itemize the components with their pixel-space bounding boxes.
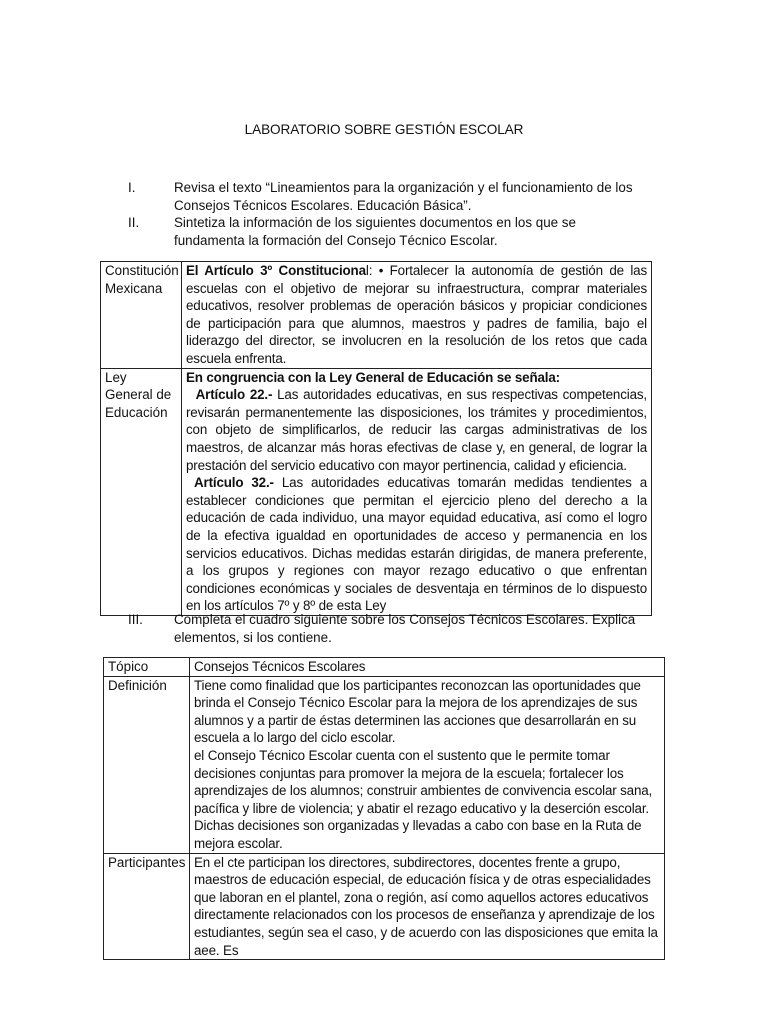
row-label: Definición — [104, 676, 190, 853]
article-text: Las autoridades educativas tomarán medidas tendientes a establecer condiciones que permitan el ejercicio pleno del derecho a la educación de cada individuo, una mayor equidad educativa, así como el logro de la efectiva igualdad en oportunidades de acceso y permanencia en los servicios educativos. Dichas medidas estarán dirigidas, de manera preferente, a los grupos y regiones con mayor rezago educativo o que enfrentan condiciones económicas y sociales de desventaja en términos de lo dispuesto en los artículos 7º y 8º de esta Ley — [186, 475, 647, 614]
row-heading: En congruencia con la Ley General de Educación se señala: — [186, 369, 560, 385]
instruction-text: Sintetiza la información de los siguientes documentos en los que se fundamenta la formación del Consejo Técnico Escolar. — [174, 215, 576, 248]
row-label: Ley General de Educación — [101, 368, 182, 615]
instruction-item — [128, 611, 648, 646]
instruction-text: Revisa el texto “Lineamientos para la organización y el funcionamiento de los Consejos Técnicos Escolares. Educación Básica”. — [174, 180, 633, 213]
instruction-item — [128, 179, 648, 214]
article-text: Las autoridades educativas, en sus respectivas competencias, revisarán permanentemente las disposiciones, los trámites y procedimientos, con objeto de simplificarlos, de reducir las cargas administrativas de los maestros, de alcanzar más horas efectivas de clase y, en general, de lograr la prestación del servicio educativo con mayor pertinencia, calidad y eficiencia. — [186, 387, 647, 473]
header-councils: Consejos Técnicos Escolares — [190, 658, 665, 677]
article-label: Artículo 32.- — [194, 475, 274, 491]
content-text: l: • Fortalecer la autonomía de gestión de las escuelas con el objetivo de mejorar su infraestructura, comprar materiales educativos, resolver problemas de operación básicos y propiciar condiciones de participación para que alumnos, maestros y padres de familia, bajo el liderazgo del director, se involucren en la resolución de los retos que cada escuela enfrenta. — [186, 263, 648, 366]
instruction-number: I. — [128, 180, 136, 195]
instruction-list — [128, 611, 648, 646]
article-label: Artículo 22.- — [195, 387, 273, 403]
row-label: Participantes — [104, 853, 190, 960]
instruction-item — [128, 214, 648, 249]
instruction-text: Completa el cuadro siguiente sobre los Consejos Técnicos Escolares. Explica elementos, si los contiene. — [174, 612, 636, 645]
content-paragraph: En el cte participan los directores, subdirectores, docentes frente a grupo, maestros de educación especial, de educación física y de otras especialidades que laboran en el plantel, zona o región, así como aquellos actores educativos directamente relacionados con los procesos de enseñanza y aprendizaje de los estudiantes, según sea el caso, y de acuerdo con las disposiciones que emita la aee. Es — [194, 854, 658, 958]
content-paragraph: Tiene como finalidad que los participantes reconozcan las oportunidades que brinda el Consejo Técnico Escolar para la mejora de los aprendizajes de sus alumnos y a partir de éstas determinen las acciones que desarrollarán en su escuela a lo largo del ciclo escolar. — [194, 677, 641, 746]
instruction-number: III. — [128, 612, 143, 627]
table-row — [104, 676, 665, 853]
instruction-number: II. — [128, 215, 140, 231]
councils-table — [103, 657, 665, 960]
table-row — [104, 853, 665, 960]
instruction-list — [128, 179, 648, 249]
content-paragraph: el Consejo Técnico Escolar cuenta con el sustento que le permite tomar decisiones conjuntas para promover la mejora de la escuela; fortalecer los aprendizajes de los alumnos; construir ambientes de convivencia escolar sana, pacífica y libre de violencia; y abatir el rezago educativo y la deserción escolar. Dichas decisiones son organizadas y llevadas a cabo con base en la Ruta de mejora escolar. — [194, 747, 653, 851]
document-title: LABORATORIO SOBRE GESTIÓN ESCOLAR — [244, 122, 524, 137]
row-content — [190, 853, 665, 960]
row-content — [190, 676, 665, 853]
row-content — [182, 368, 652, 615]
table-row — [101, 262, 652, 369]
row-content — [182, 262, 652, 369]
legal-basis-table — [100, 261, 652, 616]
table-row — [101, 368, 652, 615]
row-label: Constitución Mexicana — [101, 262, 182, 369]
bold-lead: El Artículo 3º Constituciona — [186, 263, 366, 278]
header-topic: Tópico — [104, 658, 190, 677]
table-header-row — [104, 658, 665, 677]
